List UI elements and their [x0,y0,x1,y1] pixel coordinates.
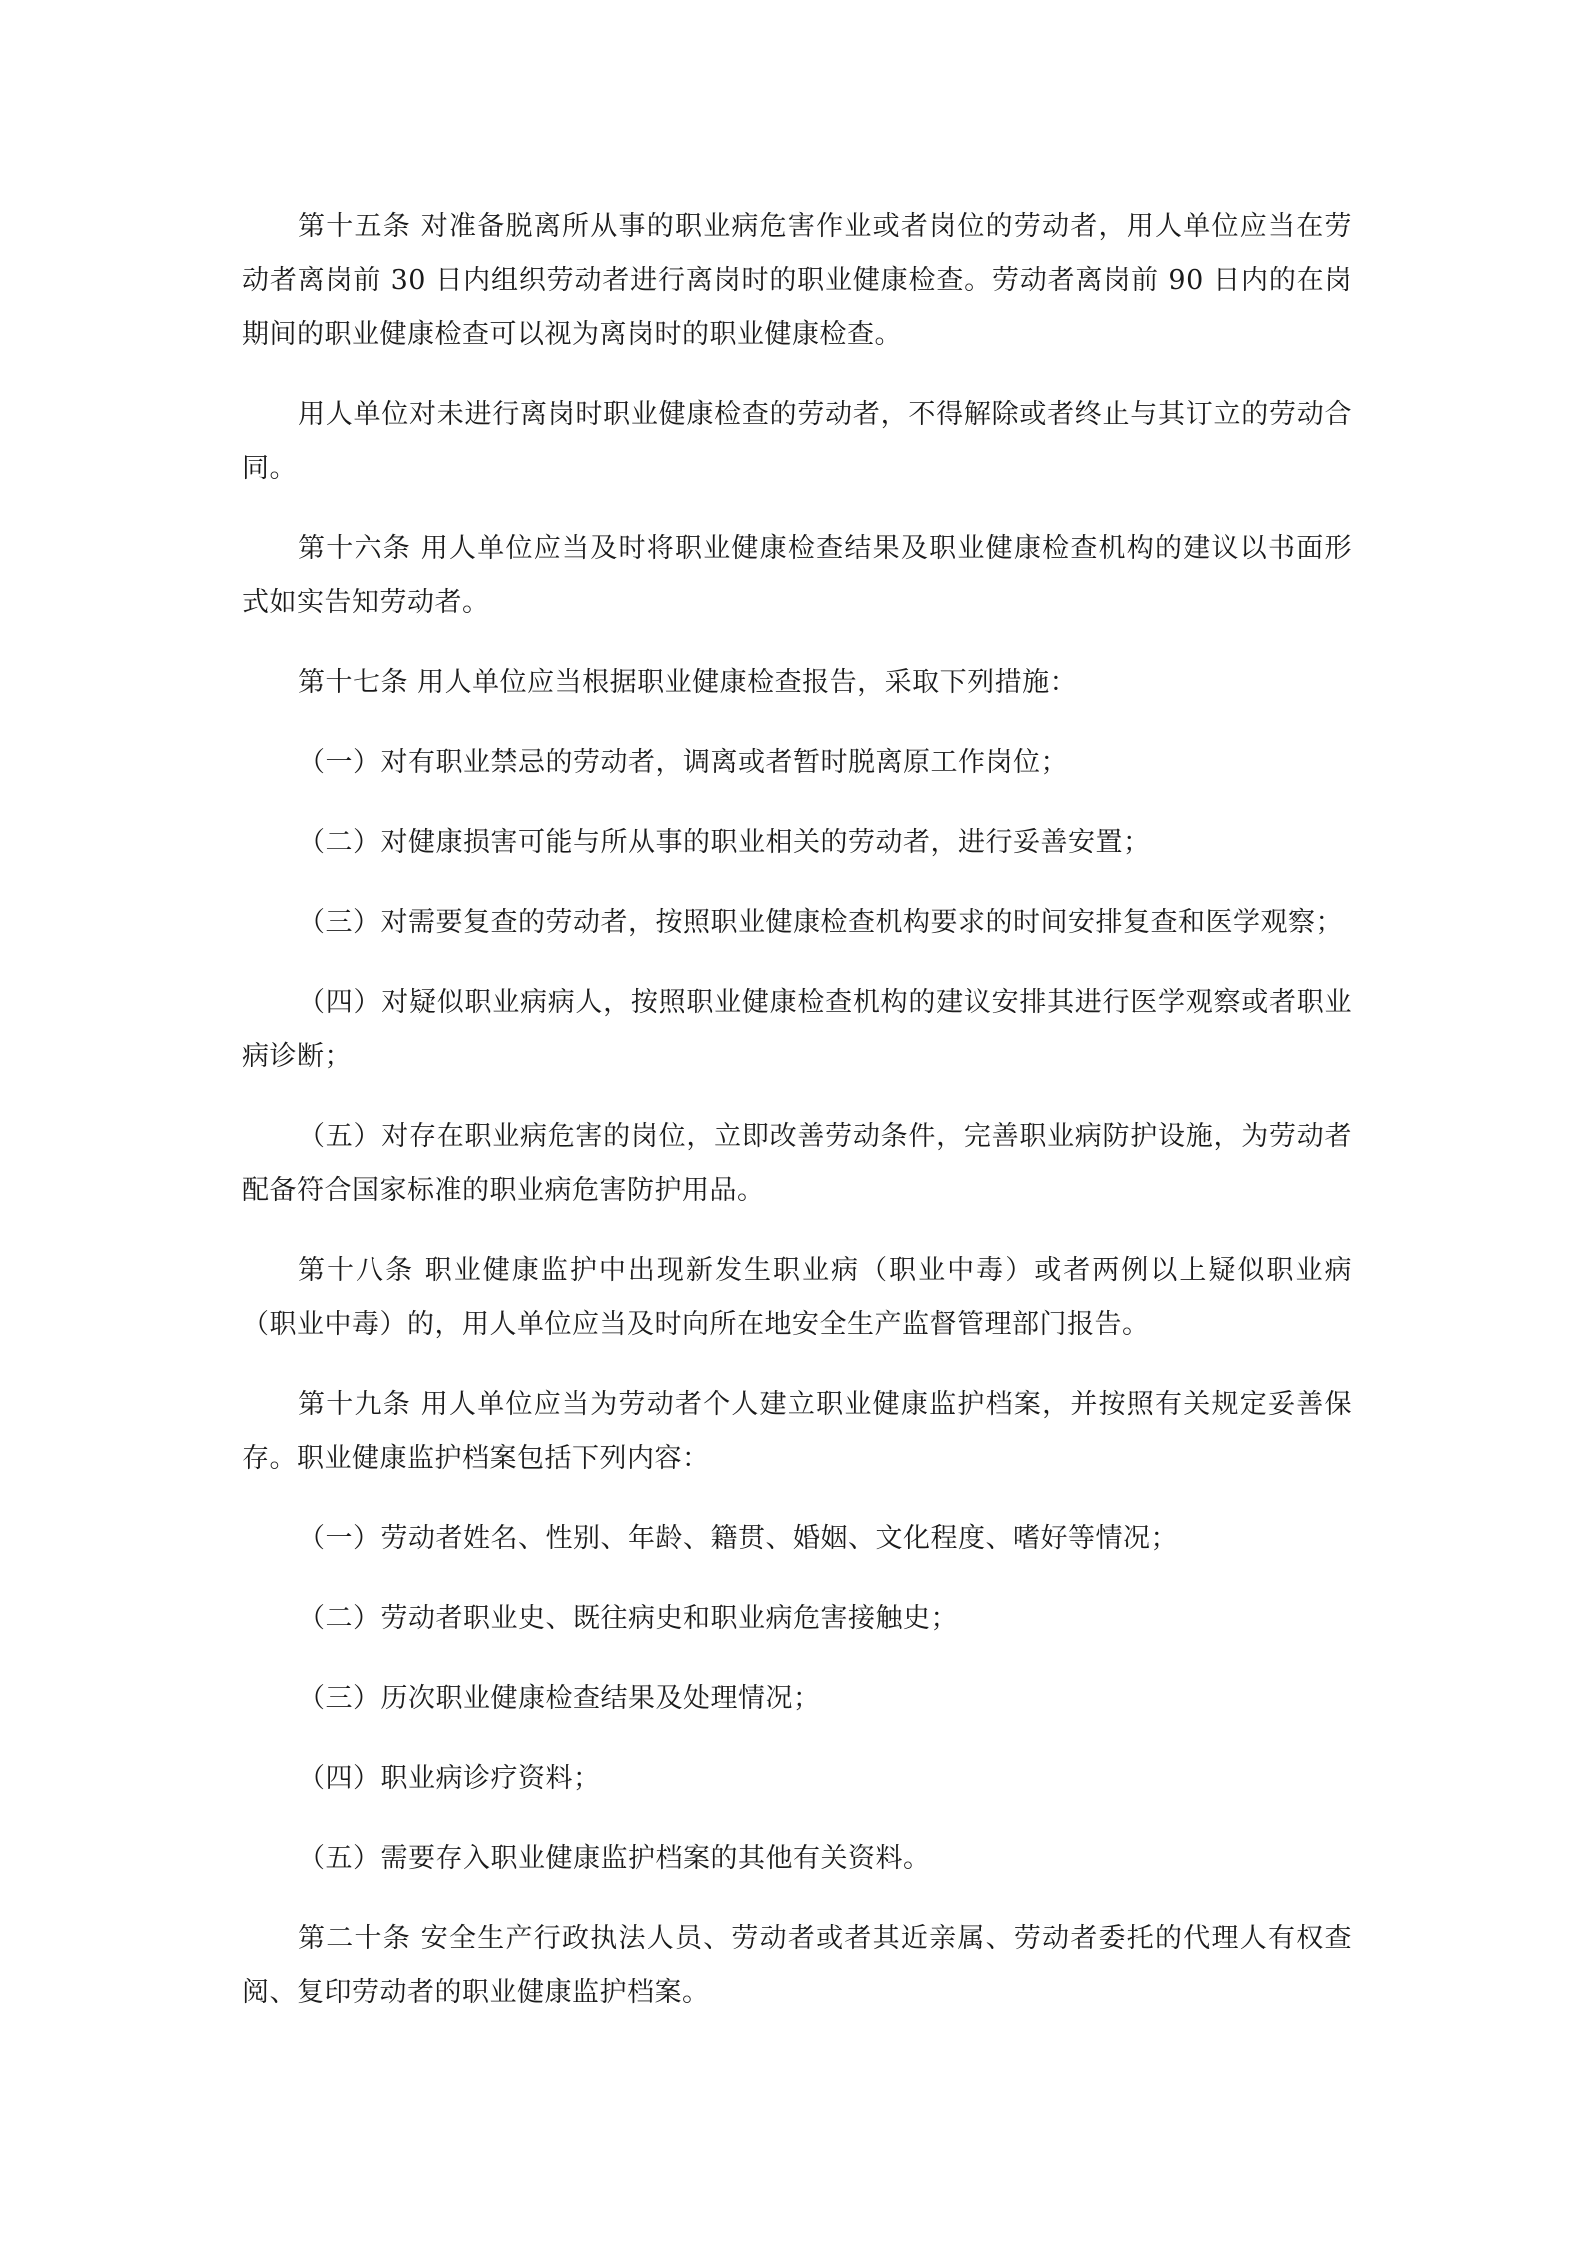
article-19-item-5: （五）需要存入职业健康监护档案的其他有关资料。 [298,1843,931,1874]
article-19-item-2: （二）劳动者职业史、既往病史和职业病危害接触史； [298,1603,958,1634]
article-17-item-2: （二）对健康损害可能与所从事的职业相关的劳动者，进行妥善安置； [298,827,1151,858]
article-15-paragraph: 第十五条 对准备脱离所从事的职业病危害作业或者岗位的劳动者，用人单位应当在劳动者离岗前 30 日内组织劳动者进行离岗时的职业健康检查。劳动者离岗前 90 日内的在岗期间的职业健康检查可以视为离岗时的职业健康检查。 [242,211,1352,350]
article-17-item-4: （四）对疑似职业病病人，按照职业健康检查机构的建议安排其进行医学观察或者职业病诊断； [242,987,1352,1072]
article-19-item-4: （四）职业病诊疗资料； [298,1763,601,1794]
article-17-item-5: （五）对存在职业病危害的岗位，立即改善劳动条件，完善职业病防护设施，为劳动者配备符合国家标准的职业病危害防护用品。 [242,1121,1352,1206]
article-15-paragraph-2: 用人单位对未进行离岗时职业健康检查的劳动者，不得解除或者终止与其订立的劳动合同。 [242,399,1352,484]
article-16-paragraph: 第十六条 用人单位应当及时将职业健康检查结果及职业健康检查机构的建议以书面形式如实告知劳动者。 [242,533,1352,618]
document-page [242,200,1352,2046]
article-19-paragraph: 第十九条 用人单位应当为劳动者个人建立职业健康监护档案，并按照有关规定妥善保存。职业健康监护档案包括下列内容： [242,1389,1352,1474]
article-19-item-3: （三）历次职业健康检查结果及处理情况； [298,1683,821,1714]
article-17-item-1: （一）对有职业禁忌的劳动者，调离或者暂时脱离原工作岗位； [298,747,1068,778]
article-17-item-3: （三）对需要复查的劳动者，按照职业健康检查机构要求的时间安排复查和医学观察； [298,907,1343,938]
article-20-paragraph: 第二十条 安全生产行政执法人员、劳动者或者其近亲属、劳动者委托的代理人有权查阅、复印劳动者的职业健康监护档案。 [242,1923,1352,2008]
article-19-item-1: （一）劳动者姓名、性别、年龄、籍贯、婚姻、文化程度、嗜好等情况； [298,1523,1178,1554]
article-18-paragraph: 第十八条 职业健康监护中出现新发生职业病（职业中毒）或者两例以上疑似职业病（职业中毒）的，用人单位应当及时向所在地安全生产监督管理部门报告。 [242,1255,1352,1340]
article-17-paragraph: 第十七条 用人单位应当根据职业健康检查报告，采取下列措施： [298,667,1078,698]
